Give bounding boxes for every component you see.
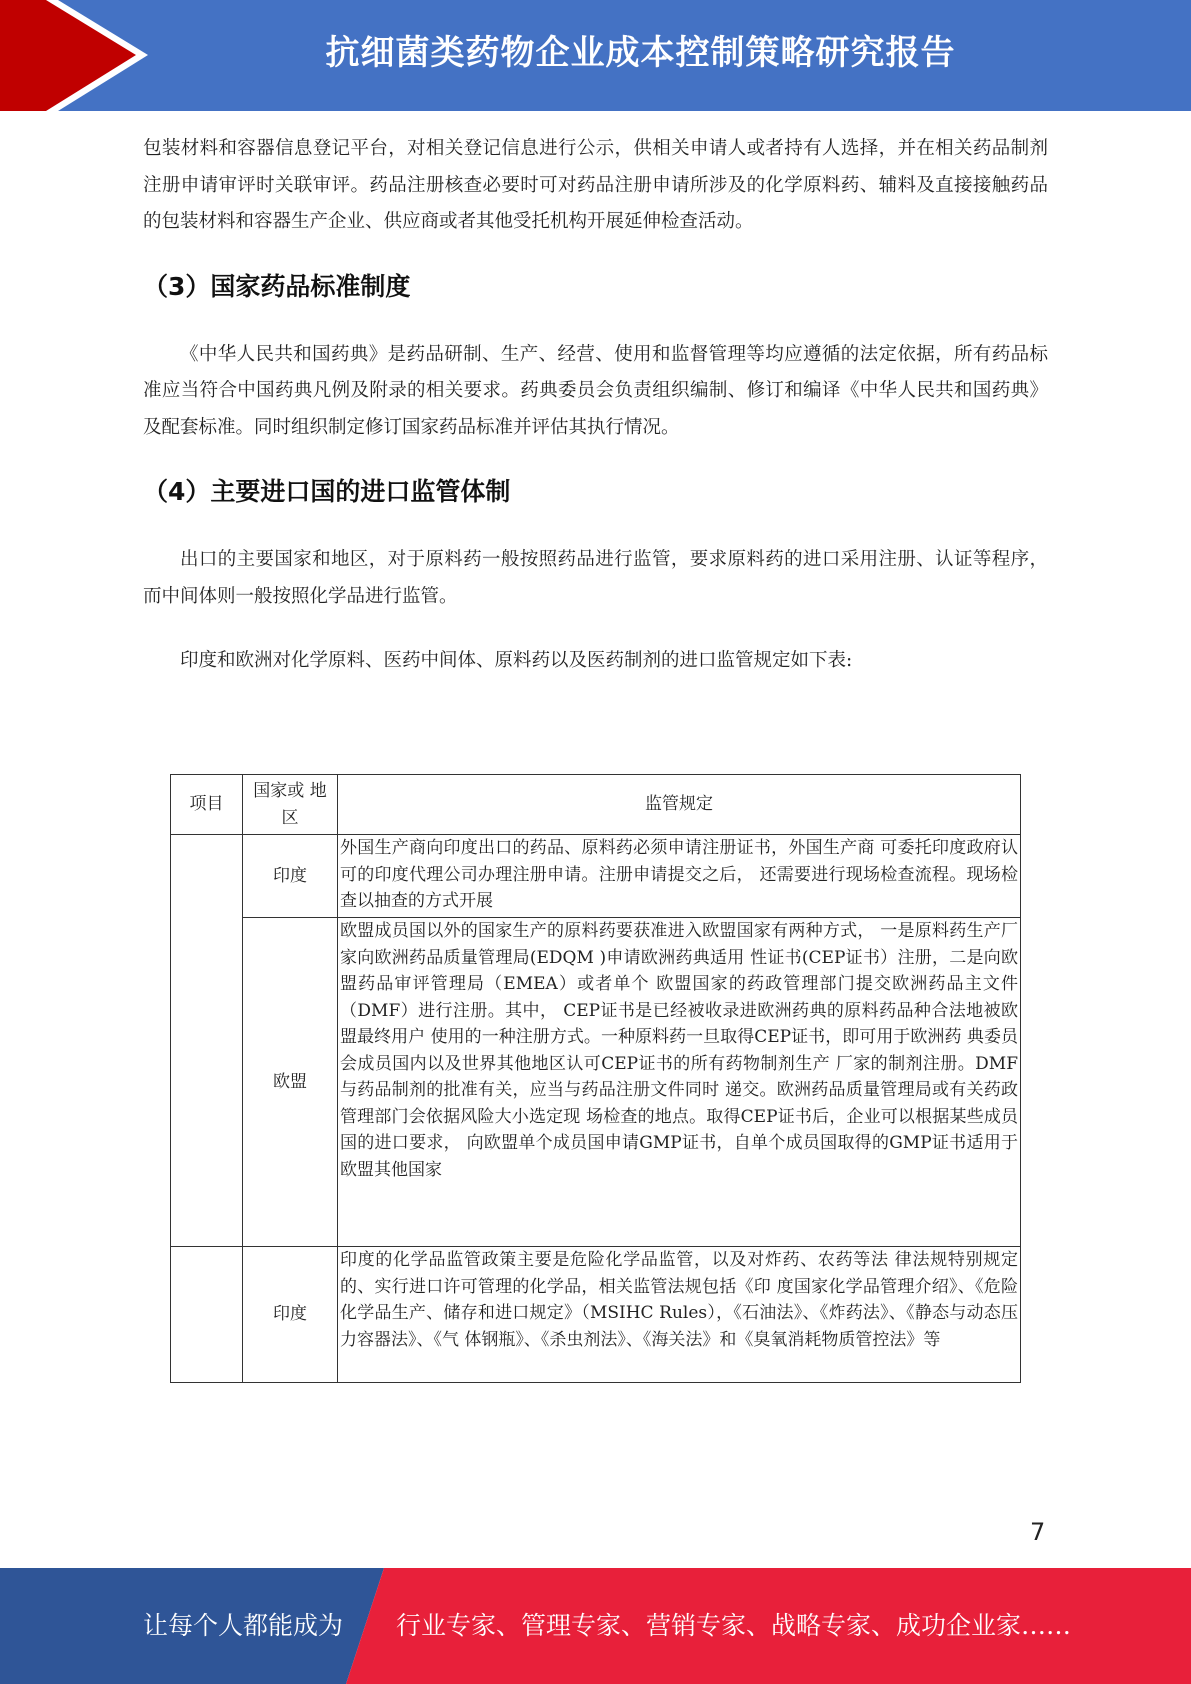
table-row <box>171 835 1021 918</box>
header-region: 国家或 地区 <box>243 775 338 835</box>
page-header <box>0 0 1191 111</box>
paragraph-table-intro: 印度和欧洲对化学原料、医药中间体、原料药以及医药制剂的进口监管规定如下表: <box>180 650 853 671</box>
row-region: 印度 <box>243 1247 338 1383</box>
row-rule: 印度的化学品监管政策主要是危险化学品监管，以及对炸药、农药等法 律法规特别规定的、实行进口许可管理的化学品，相关监管法规包括《印 度国家化学品管理介绍》、《危险化学品生产、储存和进口规定》（MSIHC Rules），《石油法》、《炸药法》、《静态与动态压力容器法》、《气 体钢瓶》、《杀虫剂法》、《海关法》和《臭氧消耗物质管控法》等 <box>338 1247 1021 1383</box>
report-title: 抗细菌类药物企业成本控制策略研究报告 <box>325 33 956 73</box>
regulation-table <box>170 774 1021 1383</box>
footer-slogan-right: 行业专家、管理专家、营销专家、战略专家、成功企业家…… <box>396 1611 1072 1640</box>
row-item-cell <box>171 835 243 1247</box>
table-header-row <box>171 775 1021 835</box>
page-footer <box>0 1568 1191 1684</box>
row-region: 印度 <box>243 835 338 918</box>
footer-slogan-left: 让每个人都能成为 <box>143 1611 344 1640</box>
table-row <box>171 1247 1021 1383</box>
main-content <box>143 131 1048 680</box>
header-rule: 监管规定 <box>338 775 1021 835</box>
page-number: 7 <box>1030 1518 1046 1546</box>
row-region: 欧盟 <box>243 918 338 1247</box>
header-item: 项目 <box>171 775 243 835</box>
table-row <box>171 918 1021 1247</box>
paragraph-continuation: 包装材料和容器信息登记平台，对相关登记信息进行公示，供相关申请人或者持有人选择，并在相关药品制剂注册申请审评时关联审评。药品注册核查必要时可对药品注册申请所涉及的化学原料药、辅料及直接接触药品的包装材料和容器生产企业、供应商或者其他受托机构开展延伸检查活动。 <box>143 138 1048 232</box>
paragraph-pharmacopoeia: 《中华人民共和国药典》是药品研制、生产、经营、使用和监督管理等均应遵循的法定依据，所有药品标准应当符合中国药典凡例及附录的相关要求。药典委员会负责组织编制、修订和编译《中华人民共和国药典》及配套标准。同时组织制定修订国家药品标准并评估其执行情况。 <box>143 343 1048 438</box>
row-rule: 外国生产商向印度出口的药品、原料药必须申请注册证书，外国生产商 可委托印度政府认可的印度代理公司办理注册申请。注册申请提交之后， 还需要进行现场检查流程。现场检查以抽查的方式开展 <box>338 835 1021 918</box>
paragraph-import-regulation: 出口的主要国家和地区，对于原料药一般按照药品进行监管，要求原料药的进口采用注册、认证等程序，而中间体则一般按照化学品进行监管。 <box>143 549 1048 607</box>
section-heading-4: （4）主要进口国的进口监管体制 <box>143 477 511 506</box>
row-rule: 欧盟成员国以外的国家生产的原料药要获准进入欧盟国家有两种方式， 一是原料药生产厂家向欧洲药品质量管理局(EDQM )申请欧洲药典适用 性证书(CEP证书）注册，二是向欧盟药品审评管理局（EMEA）或者单个 欧盟国家的药政管理部门提交欧洲药品主文件（DMF）进行注册。其中， CEP证书是已经被收录进欧洲药典的原料药品种合法地被欧盟最终用户 使用的一种注册方式。一种原料药一旦取得CEP证书，即可用于欧洲药 典委员会成员国内以及世界其他地区认可CEP证书的所有药物制剂生产 厂家的制剂注册。DMF与药品制剂的批准有关，应当与药品注册文件同时 递交。欧洲药品质量管理局或有关药政管理部门会依据风险大小选定现 场检查的地点。取得CEP证书后，企业可以根据某些成员国的进口要求， 向欧盟单个成员国申请GMP证书，自单个成员国取得的GMP证书适用于 欧盟其他国家 <box>338 918 1021 1247</box>
section-heading-3: （3）国家药品标准制度 <box>143 271 411 301</box>
row-item-cell <box>171 1247 243 1383</box>
